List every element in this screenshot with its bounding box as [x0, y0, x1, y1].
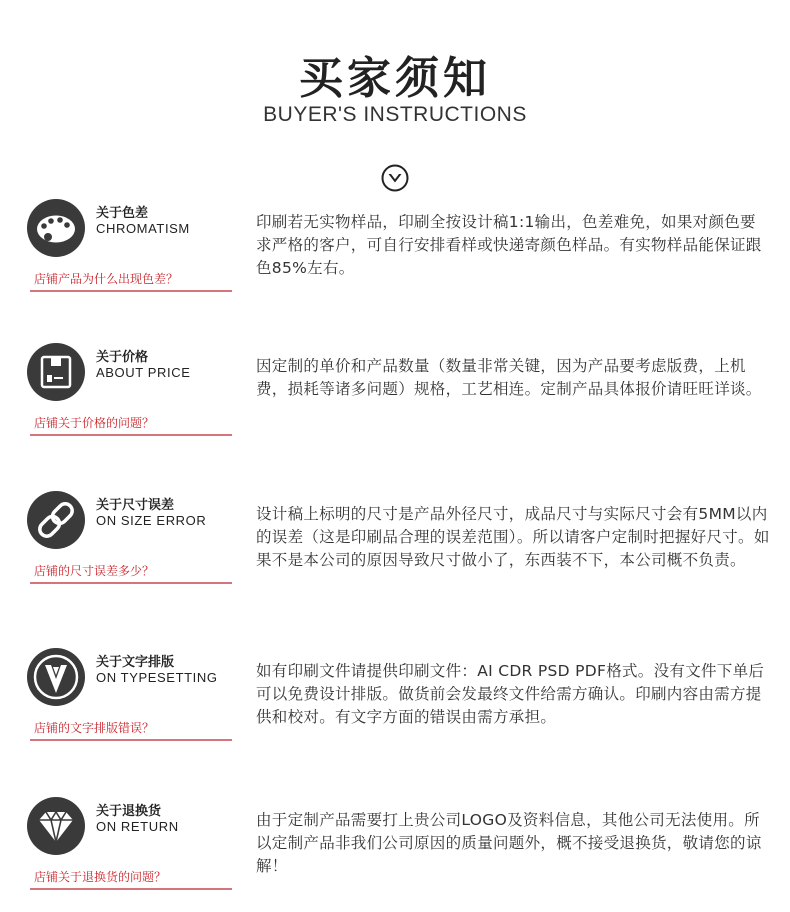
section-title-cn: 关于色差: [96, 206, 149, 221]
link-chain-icon: [26, 490, 86, 550]
chevron-down-circle-icon: [381, 164, 409, 192]
section-title-en: ON SIZE ERROR: [96, 513, 207, 528]
section-description: 因定制的单价和产品数量（数量非常关键，因为产品要考虑版费，上机费，损耗等诸多问题）规格，工艺相连。定制产品具体报价请旺旺详谈。: [256, 357, 762, 398]
section-divider: [30, 434, 232, 436]
section-question: 店铺产品为什么出现色差？: [34, 272, 179, 286]
section-description: 由于定制产品需要打上贵公司LOGO及资料信息，其他公司无法使用。所以定制产品非我们公司原因的质量问题外，概不接受退换货，敬请您的谅解！: [256, 811, 762, 875]
diamond-icon: [26, 796, 86, 856]
section-divider: [30, 582, 232, 584]
section-divider: [30, 290, 232, 292]
section-title-en: ON TYPESETTING: [96, 670, 218, 685]
section-description: 如有印刷文件请提供印刷文件：AI CDR PSD PDF格式。没有文件下单后可以免费设计排版。做货前会发最终文件给需方确认。印刷内容由需方提供和校对。有文字方面的错误由需方承担。: [256, 662, 765, 726]
info-section-return: [0, 796, 790, 896]
section-title-en: ON RETURN: [96, 819, 179, 834]
info-section-price: [0, 342, 790, 442]
page-title: 买家须知: [299, 53, 491, 104]
section-title-cn: 关于价格: [96, 350, 149, 365]
section-description: 印刷若无实物样品，印刷全按设计稿1:1输出，色差难免，如果对颜色要求严格的客户，可自行安排看样或快递寄颜色样品。有实物样品能保证跟色85%左右。: [256, 213, 762, 277]
section-question: 店铺的尺寸误差多少？: [34, 564, 155, 578]
section-question: 店铺关于价格的问题？: [34, 416, 155, 430]
info-section-chromatism: [0, 198, 790, 298]
info-section-typesetting: [0, 647, 790, 747]
typesetting-pen-icon: [26, 647, 86, 707]
palette-icon: [26, 198, 86, 258]
section-divider: [30, 739, 232, 741]
page-subtitle: BUYER'S INSTRUCTIONS: [263, 103, 527, 126]
section-title-cn: 关于尺寸误差: [96, 498, 175, 513]
section-title-cn: 关于退换货: [96, 804, 162, 819]
section-question: 店铺关于退换货的问题？: [34, 870, 167, 884]
info-section-size-error: [0, 490, 790, 590]
price-box-icon: [26, 342, 86, 402]
section-description: 设计稿上标明的尺寸是产品外径尺寸，成品尺寸与实际尺寸会有5MM以内的误差（这是印刷品合理的误差范围）。所以请客户定制时把握好尺寸。如果不是本公司的原因导致尺寸做小了，东西装不下，本公司概不负责。: [256, 505, 770, 569]
section-title-en: ABOUT PRICE: [96, 365, 191, 380]
section-question: 店铺的文字排版错误？: [34, 721, 155, 735]
section-divider: [30, 888, 232, 890]
section-title-cn: 关于文字排版: [96, 655, 175, 670]
section-title-en: CHROMATISM: [96, 221, 190, 236]
